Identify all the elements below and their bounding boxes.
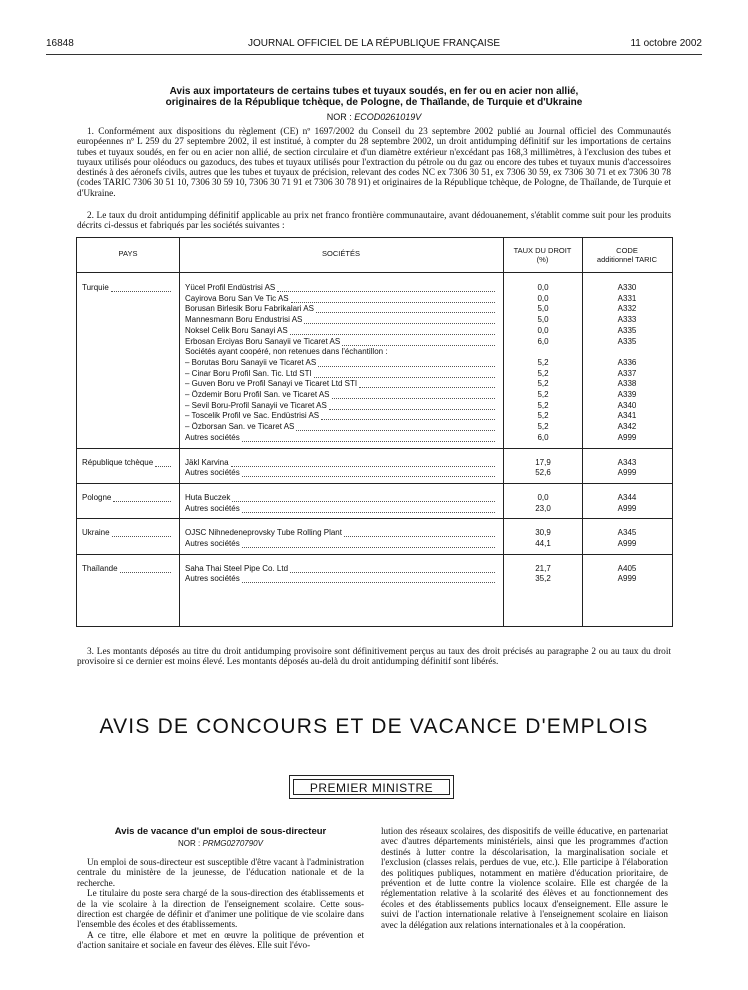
company-name: Yücel Profil Endüstrisi AS: [185, 283, 276, 292]
company-name: Noksel Celik Boru Sanayi AS: [185, 325, 288, 335]
duty-table: [76, 237, 673, 627]
taric-code: A342: [617, 422, 637, 432]
header-code-line2: additionnel TARIC: [596, 254, 658, 264]
duty-rate: 5,2: [537, 400, 549, 410]
duty-rate: 17,9: [535, 457, 551, 467]
company-leader-dots: [231, 466, 495, 467]
company-name: Erbosan Erciyas Boru Sanayii ve Ticaret AS: [185, 336, 341, 346]
paragraph-2-text: 2. Le taux du droit antidumping définitif applicable au prix net franco frontière communautaire, avant dédouanement, s'établit comme suit pour les produits décrits ci-dessus et fabriqués par les sociétés suivantes :: [77, 211, 671, 232]
country-leader-dots: [155, 466, 171, 467]
col-divider-pays: [179, 238, 180, 626]
company-name: Autres sociétés: [185, 468, 240, 478]
company-leader-dots: [332, 398, 495, 399]
vacancy-nor-code: PRMG0270790V: [202, 839, 263, 848]
company-leader-dots: [321, 419, 495, 420]
duty-rate: 6,0: [537, 432, 549, 442]
country-leader-dots: [111, 291, 171, 292]
duty-rate: 5,2: [537, 390, 549, 399]
company-leader-dots: [242, 476, 495, 477]
taric-code: A345: [617, 528, 637, 538]
country-label: République tchèque: [82, 457, 154, 467]
duty-rate: 0,0: [537, 325, 549, 335]
company-leader-dots: [329, 409, 495, 410]
taric-code: A999: [617, 503, 637, 513]
taric-code: A331: [617, 293, 637, 303]
company-leader-dots: [242, 441, 495, 442]
vacancy-right-text: [381, 826, 668, 930]
vacancy-left-column: [77, 826, 364, 951]
taric-code: A341: [617, 411, 637, 421]
header-rule: [46, 54, 702, 55]
taric-code: A338: [617, 379, 637, 389]
vacancy-left-text: [77, 857, 364, 951]
header-code-line1: CODE: [616, 246, 638, 255]
duty-rate: 5,0: [537, 315, 549, 325]
company-leader-dots: [296, 430, 495, 431]
duty-rate: 5,0: [537, 304, 549, 314]
country-label: Turquie: [82, 283, 109, 292]
header-divider: [77, 272, 672, 273]
company-name: – Sevil Boru-Profil Sanayii ve Ticaret AS: [185, 400, 327, 410]
taric-code: A330: [617, 283, 637, 292]
ministry-label: PREMIER MINISTRE: [293, 779, 450, 795]
company-leader-dots: [242, 547, 495, 548]
taric-code: A332: [617, 304, 637, 314]
country-leader-dots: [120, 572, 171, 573]
company-name: Sociétés ayant coopéré, non retenues dans l'échantillon :: [185, 347, 388, 357]
taric-code: A336: [617, 357, 637, 367]
duty-rate: 0,0: [537, 283, 549, 292]
notice-paragraph-1: [77, 127, 671, 199]
duty-rate: 44,1: [535, 539, 551, 548]
company-name: OJSC Nihnedeneprovsky Tube Rolling Plant: [185, 528, 342, 538]
nor-label: NOR :: [326, 112, 352, 122]
paragraph-1-text: 1. Conformément aux dispositions du règlement (CE) nº 1697/2002 du Conseil du 23 septembre 2002 publié au Journal officiel des Communautés européennes nº L 259 du 27 septembre 2002, il est institué, à compter du 28 septembre 2002, un droit antidumping définitif sur les importations de certains tubes et tuyaux soudés, en fer ou en acier non allié, de section circulaire et d'un diamètre extérieur n'excédant pas 168,3 millimètres, à l'exclusion des tubes et tuyaux utilisés pour oléoducs ou gazoducs, des tubes et tuyaux utilisés pour l'extraction du pétrole ou du gaz ou encore des tubes et tuyaux munis d'accessoires destinés à des aéronefs civils, autres que les tubes et tuyaux de précision, relevant des codes NC ex 7306 30 51, ex 7306 30 59, ex 7306 30 71 et ex 7306 30 78 (codes TARIC 7306 30 51 10, 7306 30 59 10, 7306 30 71 91 et 7306 30 78 91) et originaires de la République tchèque, de Pologne, de Thaïlande, de Turquie et d'Ukraine.: [77, 127, 671, 199]
section-title: AVIS DE CONCOURS ET DE VACANCE D'EMPLOIS: [99, 715, 649, 738]
duty-rate: 5,2: [537, 422, 549, 432]
group-divider: [77, 448, 672, 449]
vacancy-nor: [77, 839, 364, 848]
taric-code: A333: [617, 315, 637, 325]
duty-rate: 23,0: [535, 503, 551, 513]
company-leader-dots: [304, 323, 495, 324]
notice-title-line1: Avis aux importateurs de certains tubes et tuyaux soudés, en fer ou en acier non allié,: [169, 86, 579, 97]
duty-rate: 21,7: [535, 563, 551, 573]
company-leader-dots: [342, 345, 495, 346]
company-name: – Özborsan San. ve Ticaret AS: [185, 422, 295, 432]
issue-date: 11 octobre 2002: [630, 38, 702, 49]
company-leader-dots: [291, 302, 495, 303]
nor-code: ECOD0261019V: [354, 112, 422, 122]
duty-rate: 6,0: [537, 336, 549, 346]
page-number: 16848: [46, 38, 74, 49]
country-leader-dots: [112, 536, 171, 537]
notice-title-line2: originaires de la République tchèque, de Pologne, de Thaïlande, de Turquie et d'Ukraine: [165, 97, 583, 108]
taric-code: A999: [617, 574, 637, 584]
group-divider: [77, 554, 672, 555]
vacancy-paragraph: Le titulaire du poste sera chargé de la sous-direction des établissements et de la vie scolaire à la direction de l'enseignement scolaire. Cette sous-direction est chargée de définir et d'animer une politique de vie scolaire dans l'ensemble des écoles et des établissements.: [77, 888, 364, 930]
company-leader-dots: [290, 572, 495, 573]
company-leader-dots: [242, 512, 495, 513]
duty-rate: 5,2: [537, 411, 549, 421]
duty-rate: 5,2: [537, 368, 549, 378]
header-code: [582, 247, 672, 264]
country-label: Thaïlande: [82, 563, 118, 573]
company-name: Autres sociétés: [185, 574, 240, 584]
journal-title: JOURNAL OFFICIEL DE LA RÉPUBLIQUE FRANÇAISE: [247, 38, 501, 49]
col-divider-societes: [503, 238, 504, 626]
company-name: Mannesmann Boru Endustrisi AS: [185, 315, 303, 325]
header-taux-line2: (%): [536, 254, 549, 264]
company-name: – Cinar Boru Profil San. Tic. Ltd STI: [185, 368, 312, 378]
company-name: Autres sociétés: [185, 503, 240, 513]
vacancy-title: Avis de vacance d'un emploi de sous-directeur: [114, 826, 327, 837]
header-taux-line1: TAUX DU DROIT: [513, 246, 572, 255]
company-leader-dots: [314, 377, 495, 378]
company-name: Autres sociétés: [185, 432, 240, 442]
group-divider: [77, 518, 672, 519]
taric-code: A337: [617, 368, 637, 378]
duty-rate: 30,9: [535, 528, 551, 538]
company-leader-dots: [290, 334, 495, 335]
company-name: – Borutas Boru Sanayii ve Ticaret AS: [185, 357, 317, 367]
header-pays: PAYS: [118, 249, 138, 258]
company-leader-dots: [277, 291, 495, 292]
header-societes: SOCIÉTÉS: [322, 249, 360, 258]
vacancy-continued-paragraph: lution des réseaux scolaires, des dispositifs de veille éducative, en partenariat avec d'autres départements ministériels, ainsi que les programmes d'action destinés à lutter contre la déscolarisation, la marginalisation sociale et l'exclusion (classes relais, perdues de vue, etc.). Elle participe à l'élaboration des politiques publiques, notamment en matière d'éducation prioritaire, de prévention et de lutte contre la violence scolaire. Elle est chargée de la réglementation relative à la scolarité des élèves et au fonctionnement des écoles et des établissements publics locaux d'enseignement. Elle assure le suivi de l'action internationale relative à l'enseignement scolaire en liaison avec la délégation aux relations internationales et à la coopération.: [381, 826, 668, 930]
taric-code: A999: [617, 432, 637, 442]
company-name: Autres sociétés: [185, 539, 240, 548]
company-leader-dots: [344, 536, 495, 537]
taric-code: A340: [617, 400, 637, 410]
duty-rate: 52,6: [535, 468, 551, 478]
taric-code: A339: [617, 390, 637, 399]
duty-rate: 0,0: [537, 492, 549, 502]
company-name: – Guven Boru ve Profil Sanayi ve Ticaret Ltd STI: [185, 379, 358, 389]
duty-rate: 35,2: [535, 574, 551, 584]
header-taux: [503, 247, 582, 264]
company-name: Jäkl Karvina: [185, 457, 229, 467]
company-leader-dots: [318, 366, 495, 367]
duty-rate: 5,2: [537, 379, 549, 389]
page-header: [46, 38, 702, 52]
notice-title: [46, 86, 702, 108]
notice-paragraph-2: [77, 211, 671, 232]
company-name: Huta Buczek: [185, 492, 231, 502]
ministry-box: [289, 775, 454, 799]
company-leader-dots: [359, 387, 495, 388]
company-name: Saha Thai Steel Pipe Co. Ltd: [185, 563, 289, 573]
vacancy-nor-label: NOR :: [178, 839, 201, 848]
company-leader-dots: [316, 312, 495, 313]
group-divider: [77, 483, 672, 484]
notice-nor: [46, 112, 702, 122]
col-divider-taux: [582, 238, 583, 626]
taric-code: A405: [617, 563, 637, 573]
taric-code: A999: [617, 539, 637, 548]
country-label: Ukraine: [82, 528, 110, 538]
taric-code: A344: [617, 492, 637, 502]
country-label: Pologne: [82, 492, 112, 502]
taric-code: A335: [617, 336, 637, 346]
company-name: – Toscelik Profil ve Sac. Endüstrisi AS: [185, 411, 320, 421]
country-leader-dots: [113, 501, 171, 502]
company-leader-dots: [242, 582, 495, 583]
vacancy-right-column: [381, 826, 668, 930]
duty-rate: 0,0: [537, 293, 549, 303]
company-leader-dots: [232, 501, 495, 502]
taric-code: A343: [617, 457, 637, 467]
paragraph-3-text: 3. Les montants déposés au titre du droit antidumping provisoire sont définitivement perçus au taux des droit précisés au paragraphe 2 ou au taux du droit provisoire si ce dernier est moins élevé. Les montants déposés au-delà du droit antidumping définitif sont libérés.: [77, 647, 671, 668]
company-name: Cayirova Boru San Ve Tic AS: [185, 293, 289, 303]
duty-rate: 5,2: [537, 357, 549, 367]
company-name: – Özdemir Boru Profil San. ve Ticaret AS: [185, 390, 330, 399]
vacancy-paragraph: Un emploi de sous-directeur est susceptible d'être vacant à l'administration centrale du ministère de la jeunesse, de l'éducation nationale et de la recherche.: [77, 857, 364, 888]
company-name: Borusan Birlesik Boru Fabrikalari AS: [185, 304, 314, 314]
taric-code: A999: [617, 468, 637, 478]
notice-paragraph-3: [77, 647, 671, 668]
taric-code: A335: [617, 325, 637, 335]
vacancy-paragraph: A ce titre, elle élabore et met en œuvre la politique de prévention et d'action sanitaire et sociale en faveur des élèves. Elle suit l'évo-: [77, 929, 364, 951]
